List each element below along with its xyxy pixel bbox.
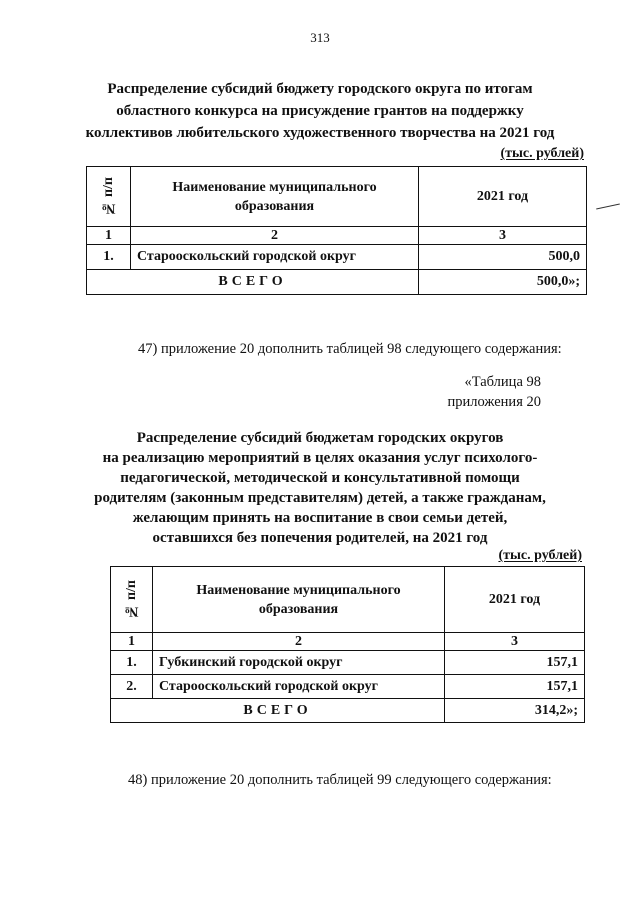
margin-mark <box>596 204 620 210</box>
row-value: 500,0 <box>419 245 587 270</box>
header-num: № п/п <box>123 580 139 619</box>
row-num: 1. <box>87 245 131 270</box>
column-number-row <box>87 227 587 245</box>
section1-title <box>60 78 580 144</box>
total-row <box>87 270 587 295</box>
section2-table <box>110 566 585 723</box>
row-name: Старооскольский городской округ <box>153 675 445 699</box>
total-label: ВСЕГО <box>87 270 419 295</box>
row-num: 1. <box>111 651 153 675</box>
paragraph-48: 48) приложение 20 дополнить таблицей 99 следующего содержания: <box>128 772 552 788</box>
row-value: 157,1 <box>445 675 585 699</box>
table-header-row <box>87 167 587 227</box>
table-row <box>111 675 585 699</box>
col-number: 3 <box>445 633 585 651</box>
section1-unit: (тыс. рублей) <box>500 146 584 161</box>
header-year: 2021 год <box>445 567 585 633</box>
table-caption <box>448 372 541 412</box>
total-value: 500,0»; <box>419 270 587 295</box>
section1-title-line: коллективов любительского художественного творчества на 2021 год <box>85 125 555 141</box>
header-num-cell <box>111 567 153 633</box>
col-number: 2 <box>153 633 445 651</box>
total-row <box>111 699 585 723</box>
header-num-cell <box>87 167 131 227</box>
section2-unit: (тыс. рублей) <box>498 548 582 563</box>
row-name: Старооскольский городской округ <box>131 245 419 270</box>
total-value: 314,2»; <box>445 699 585 723</box>
header-name: Наименование муниципального образования <box>131 167 419 227</box>
row-value: 157,1 <box>445 651 585 675</box>
section2-title <box>60 428 580 548</box>
section1-title-line: Распределение субсидий бюджету городского округа по итогам <box>107 81 533 97</box>
section2-title-line: педагогической, методической и консультативной помощи <box>120 470 520 486</box>
column-number-row <box>111 633 585 651</box>
col-number: 1 <box>87 227 131 245</box>
table-caption-line: приложения 20 <box>447 394 541 410</box>
section1-table <box>86 166 587 295</box>
section2-title-line: родителям (законным представителям) детей, а также гражданам, <box>94 490 546 506</box>
total-label: ВСЕГО <box>111 699 445 723</box>
col-number: 1 <box>111 633 153 651</box>
table-header-row <box>111 567 585 633</box>
section2-title-line: оставшихся без попечения родителей, на 2021 год <box>152 530 488 546</box>
section1-title-line: областного конкурса на присуждение грантов на поддержку <box>116 103 524 119</box>
row-name: Губкинский городской округ <box>153 651 445 675</box>
col-number: 2 <box>131 227 419 245</box>
section2-title-line: Распределение субсидий бюджетам городских округов <box>136 430 504 446</box>
section2-title-line: желающим принять на воспитание в свои семьи детей, <box>132 510 508 526</box>
page-number: 313 <box>310 30 330 45</box>
section2-title-line: на реализацию мероприятий в целях оказания услуг психолого- <box>102 450 538 466</box>
header-year: 2021 год <box>419 167 587 227</box>
header-num: № п/п <box>100 177 116 216</box>
header-name: Наименование муниципального образования <box>153 567 445 633</box>
table-caption-line: «Таблица 98 <box>464 374 541 390</box>
row-num: 2. <box>111 675 153 699</box>
col-number: 3 <box>419 227 587 245</box>
paragraph-47: 47) приложение 20 дополнить таблицей 98 следующего содержания: <box>138 341 562 357</box>
table-row <box>111 651 585 675</box>
table-row <box>87 245 587 270</box>
